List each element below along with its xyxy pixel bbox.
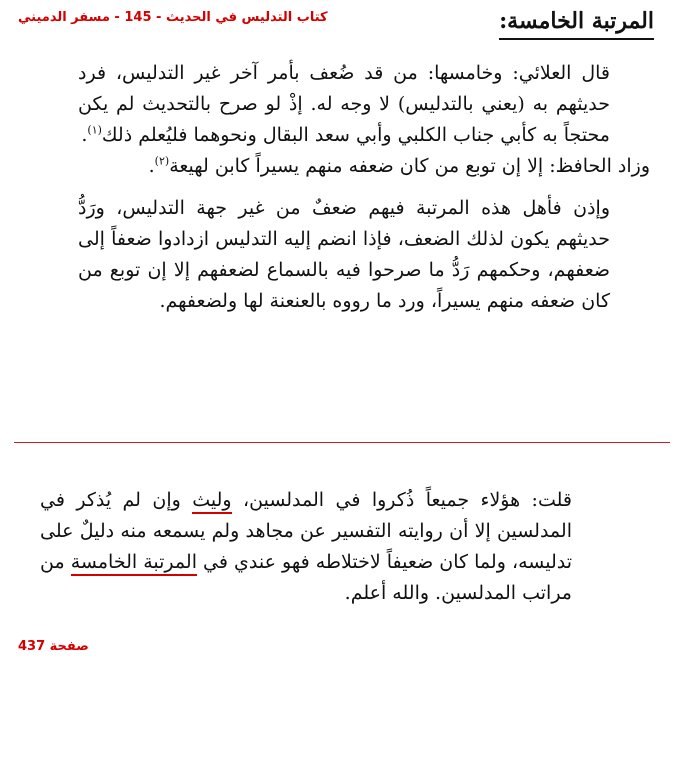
page-divider <box>14 442 670 443</box>
paragraph-end: . <box>148 155 155 177</box>
underlined-term-rank: المرتبة الخامسة <box>71 551 197 576</box>
footnote-ref: (١) <box>87 123 102 137</box>
paragraph-alhafiz <box>78 151 650 182</box>
main-text <box>78 58 650 317</box>
commentary-part: قلت: هؤلاء جميعاً ذُكروا في المدلسين، <box>231 489 572 511</box>
commentary-part: وإن لم يُذكر في المدلسين إلا أن روايته التفسير عن مجاهد ولم يسمعه منه دليلٌ على تدليسه، ولما كان ضعيفاً لاختلاطه فهو عندي في <box>40 489 572 573</box>
commentary-text <box>40 485 612 609</box>
paragraph-text: وزاد الحافظ: إلا إن توبع من كان ضعفه منهم يسيراً كابن لهيعة <box>169 155 650 177</box>
book-title: كتاب التدليس في الحديث - 145 - مسفر الدميني <box>18 10 328 25</box>
footnote-ref: (٢) <box>154 154 170 168</box>
underlined-term-layth: وليث <box>192 489 231 514</box>
paragraph-conclusion: وإذن فأهل هذه المرتبة فيهم ضعفٌ من غير جهة التدليس، ورَدُّ حديثهم يكون لذلك الضعف، فإذا انضم إليه التدليس ازدادوا ضعفاً إلى ضعفهم، وحكمهم رَدُّ ما صرحوا فيه بالسماع لضعفهم إلا إن توبع من كان ضعفه منهم يسيراً، ورد ما رووه بالعنعنة لها ولضعفهم. <box>78 197 610 312</box>
section-heading: المرتبة الخامسة: <box>499 8 654 40</box>
paragraph-text: قال العلائي: وخامسها: من قد ضُعف بأمر آخر غير التدليس، فرد حديثهم به (يعني بالتدليس) لا وجه له. إذْ لو صرح بالتحديث لم يكن محتجاً به كأبي جناب الكلبي وأبي سعد البقال ونحوهما فليُعلم ذلك <box>78 62 610 146</box>
page-number: صفحة 437 <box>18 639 89 654</box>
page-header <box>18 8 654 48</box>
paragraph-alalai <box>78 58 650 151</box>
commentary-part: من مراتب المدلسين. والله أعلم. <box>40 551 572 604</box>
commentary-paragraph <box>40 485 612 609</box>
paragraph-end: . <box>81 124 88 146</box>
